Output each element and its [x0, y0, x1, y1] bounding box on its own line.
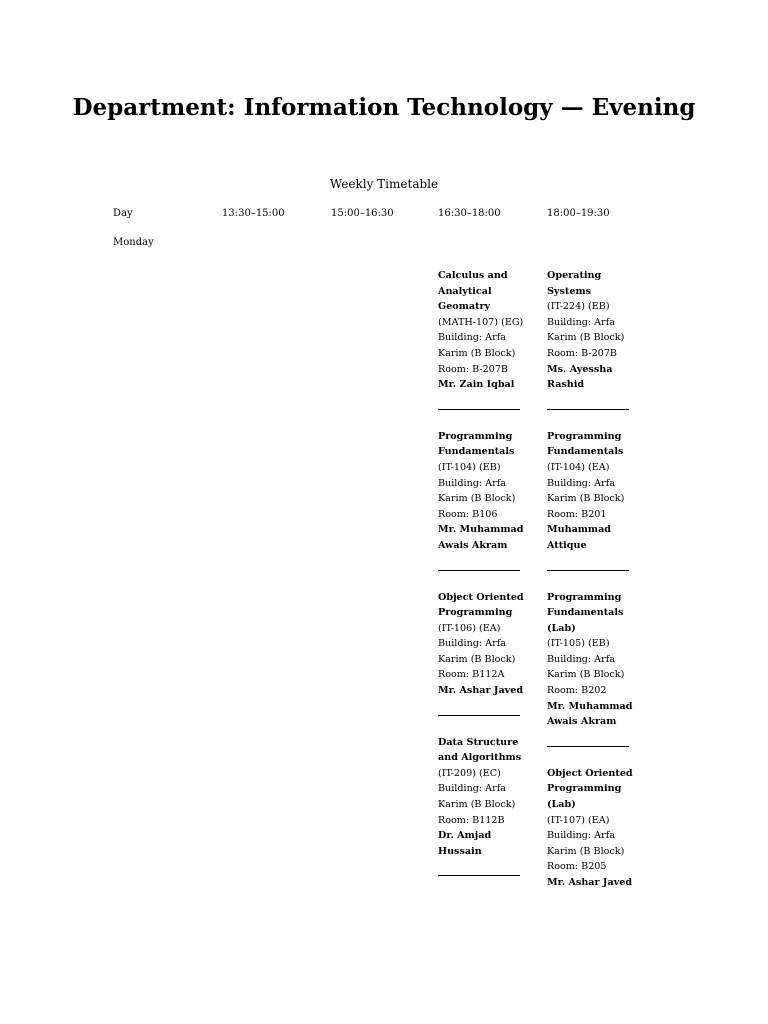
course-code: (IT-104) (EB)	[438, 461, 501, 473]
teacher: Mr. Ashar Javed	[438, 685, 524, 697]
header-slot-1500: 15:00–16:30	[331, 208, 394, 219]
class-entry	[438, 590, 524, 716]
course-code: (IT-104) (EA)	[547, 461, 610, 473]
column-1630	[438, 268, 524, 876]
teacher: Ms. Ayessha Rashid	[547, 363, 613, 391]
room: Room: B112B	[438, 814, 505, 826]
page-title: Department: Information Technology — Evening	[72, 94, 696, 121]
class-entry	[547, 590, 633, 747]
course-name: Programming Fundamentals	[438, 430, 515, 458]
header-slot-1330: 13:30–15:00	[222, 208, 285, 219]
room: Room: B201	[547, 508, 607, 520]
header-slot-1630: 16:30–18:00	[438, 208, 501, 219]
header-day: Day	[113, 208, 133, 219]
room: Room: B-207B	[547, 347, 617, 359]
room: Room: B112A	[438, 669, 505, 681]
separator-line	[547, 409, 629, 410]
column-1800	[547, 268, 633, 891]
course-name: Calculus and Analytical Geomatry	[438, 270, 508, 313]
class-entry	[547, 766, 633, 891]
room: Room: B205	[547, 861, 607, 873]
course-name: Object Oriented Programming (Lab)	[547, 767, 633, 811]
building: Building: Arfa Karim (B Block)	[438, 332, 516, 359]
course-name: Object Oriented Programming	[438, 591, 524, 619]
teacher: Mr. Muhammad Awais Akram	[547, 700, 633, 728]
room: Room: B202	[547, 685, 607, 697]
building: Building: Arfa Karim (B Block)	[547, 316, 625, 344]
building: Building: Arfa Karim (B Block)	[547, 830, 625, 857]
teacher: Mr. Muhammad Awais Akram	[438, 524, 524, 551]
class-entry	[438, 268, 524, 410]
room: Room: B106	[438, 508, 498, 520]
class-entry	[547, 429, 633, 571]
building: Building: Arfa Karim (B Block)	[438, 638, 516, 665]
course-name: Operating Systems	[547, 270, 602, 297]
course-name: Programming Fundamentals	[547, 430, 624, 458]
header-slot-1800: 18:00–19:30	[547, 208, 610, 219]
day-monday: Monday	[113, 237, 154, 248]
teacher: Dr. Amjad Hussain	[438, 830, 492, 857]
separator-line	[438, 570, 520, 571]
teacher: Muhammad Attique	[547, 524, 612, 551]
class-entry	[438, 429, 524, 571]
separator-line	[438, 409, 520, 410]
course-code: (IT-224) (EB)	[547, 301, 610, 313]
course-code: (MATH-107) (EG)	[438, 316, 524, 328]
course-name: Data Structure and Algorithms	[438, 736, 522, 764]
course-code: (IT-106) (EA)	[438, 622, 501, 634]
separator-line	[438, 715, 520, 716]
teacher: Mr. Ashar Javed	[547, 877, 633, 888]
separator-line	[438, 875, 520, 876]
course-name: Programming Fundamentals (Lab)	[547, 591, 624, 634]
course-code: (IT-209) (EC)	[438, 767, 501, 779]
class-entry	[438, 735, 524, 877]
building: Building: Arfa Karim (B Block)	[438, 477, 516, 505]
course-code: (IT-107) (EA)	[547, 814, 610, 826]
building: Building: Arfa Karim (B Block)	[438, 783, 516, 811]
page-subtitle: Weekly Timetable	[329, 177, 439, 191]
course-code: (IT-105) (EB)	[547, 638, 610, 650]
teacher: Mr. Zain Iqbal	[438, 379, 515, 391]
separator-line	[547, 746, 629, 747]
building: Building: Arfa Karim (B Block)	[547, 653, 625, 681]
class-entry	[547, 268, 633, 410]
separator-line	[547, 570, 629, 571]
building: Building: Arfa Karim (B Block)	[547, 477, 625, 505]
room: Room: B-207B	[438, 363, 508, 375]
